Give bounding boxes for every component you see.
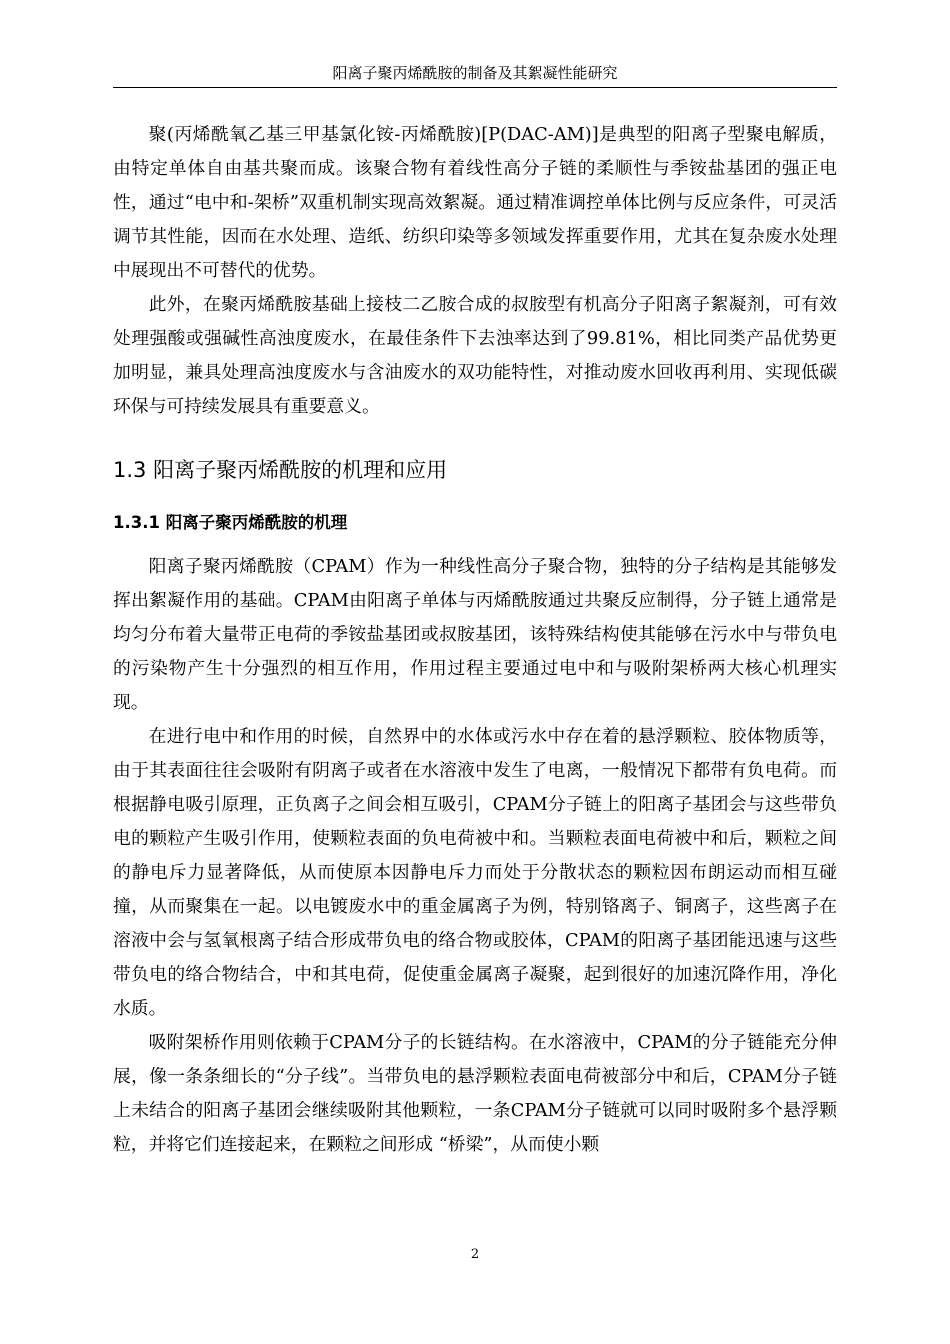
intro-paragraph: 此外，在聚丙烯酰胺基础上接枝二乙胺合成的叔胺型有机高分子阳离子絮凝剂，可有效处理强酸或强碱性高浊度废水，在最佳条件下去浊率达到了99.81%，相比同类产品优势更加明显，兼具处理高浊度废水与含油废水的双功能特性，对推动废水回收再利用、实现低碳环保与可持续发展具有重要意义。 (113, 294, 837, 417)
intro-paragraph: 聚(丙烯酰氧乙基三甲基氯化铵-丙烯酰胺)[P(DAC-AM)]是典型的阳离子型聚电解质，由特定单体自由基共聚而成。该聚合物有着线性高分子链的柔顺性与季铵盐基团的强正电性，通过“电中和-架桥”双重机制实现高效絮凝。通过精准调控单体比例与反应条件，可灵活调节其性能，因而在水处理、造纸、纺织印染等多领域发挥重要作用，尤其在复杂废水处理中展现出不可替代的优势。 (113, 124, 837, 281)
section-heading: 1.3 阳离子聚丙烯酰胺的机理和应用 (113, 458, 448, 482)
body-paragraph: 在进行电中和作用的时候，自然界中的水体或污水中存在着的悬浮颗粒、胶体物质等，由于其表面往往会吸附有阴离子或者在水溶液中发生了电离，一般情况下都带有负电荷。而根据静电吸引原理，正负离子之间会相互吸引，CPAM分子链上的阳离子基团会与这些带负电的颗粒产生吸引作用，使颗粒表面的负电荷被中和。当颗粒表面电荷被中和后，颗粒之间的静电斥力显著降低，从而使原本因静电斥力而处于分散状态的颗粒因布朗运动而相互碰撞，从而聚集在一起。以电镀废水中的重金属离子为例，特别铬离子、铜离子，这些离子在溶液中会与氢氧根离子结合形成带负电的络合物或胶体，CPAM的阳离子基团能迅速与这些带负电的络合物结合，中和其电荷，促使重金属离子凝聚，起到很好的加速沉降作用，净化水质。 (113, 726, 837, 1019)
body-paragraph: 阳离子聚丙烯酰胺（CPAM）作为一种线性高分子聚合物，独特的分子结构是其能够发挥出絮凝作用的基础。CPAM由阳离子单体与丙烯酰胺通过共聚反应制得，分子链上通常是均匀分布着大量带正电荷的季铵盐基团或叔胺基团，该特殊结构使其能够在污水中与带负电的污染物产生十分强烈的相互作用，作用过程主要通过电中和与吸附架桥两大核心机理实现。 (113, 556, 837, 713)
page-number: 2 (470, 1247, 480, 1262)
body-paragraph: 吸附架桥作用则依赖于CPAM分子的长链结构。在水溶液中，CPAM的分子链能充分伸展，像一条条细长的“分子线”。当带负电的悬浮颗粒表面电荷被部分中和后，CPAM分子链上未结合的阳离子基团会继续吸附其他颗粒，一条CPAM分子链就可以同时吸附多个悬浮颗粒，并将它们连接起来，在颗粒之间形成 “桥梁”，从而使小颗 (113, 1032, 837, 1155)
subsection-heading: 1.3.1 阳离子聚丙烯酰胺的机理 (113, 513, 348, 532)
page-body (113, 118, 837, 1162)
running-header: 阳离子聚丙烯酰胺的制备及其絮凝性能研究 (113, 62, 837, 88)
